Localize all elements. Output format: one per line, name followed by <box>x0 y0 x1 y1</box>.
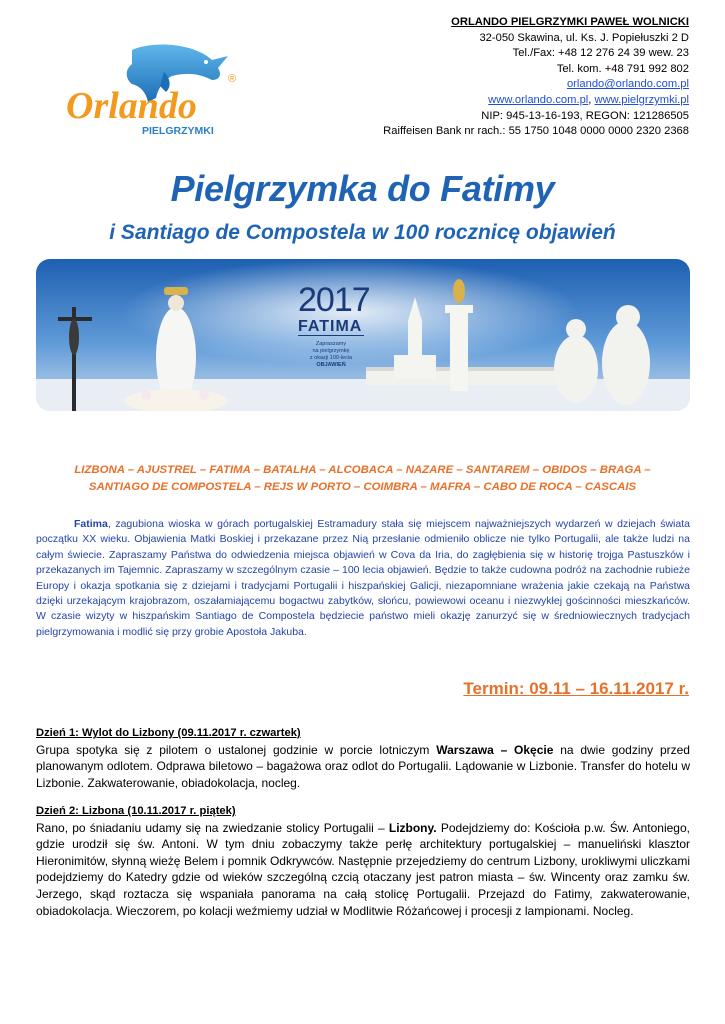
website-link-orlando[interactable]: www.orlando.com.pl <box>488 93 589 106</box>
day-1-heading: Dzień 1: Wylot do Lizbony (09.11.2017 r. czwartek) <box>36 727 301 739</box>
phone: Tel./Fax: +48 12 276 24 39 wew. 23 <box>512 47 689 60</box>
page-subtitle: i Santiago de Compostela w 100 rocznicę objawień <box>109 221 616 244</box>
email-link[interactable]: orlando@orlando.com.pl <box>566 78 689 91</box>
day-2-text: Rano, po śniadaniu udamy się na zwiedzanie stolicy Portugalii – Lizbony. Podejdziemy do: Kościoła p.w. Św. Antoniego, gdzie urodził się św. Antoni. W tym dniu zobaczymy także perłę architektury portugalskiej – manueliński klasztor Hieronimitów, słynną wieżę Belem i pomnik Odkrywców. Następnie przejedziemy do centrum Lizbony, urokliwymi uliczkami podejdziemy do Katedry gdzie od wieków szczególną czcią otaczany jest patron miasta – św. Wincenty oraz zamku św. Jerzego, skąd roztacza się wspaniała panorama na całą stolicę Portugalii. Przejazd do Fatimy, zakwaterowanie, obiadokolacja. Wieczorem, po kolacji weźmiemy udział w Modlitwie Różańcowej i procesji z lampionami. Nocleg. <box>36 820 690 918</box>
logo-tagline: PIELGRZYMKI <box>142 125 214 137</box>
route-line-2: SANTIAGO DE COMPOSTELA – REJS W PORTO – COIMBRA – MAFRA – CABO DE ROCA – CASCAIS <box>88 481 637 493</box>
banner-line-3: z okazji 100-lecia <box>309 355 353 361</box>
banner-line-4: OBJAWIEŃ <box>316 362 346 368</box>
day-1-bold: Warszawa – Okęcie <box>436 742 554 757</box>
intro-lead: Fatima <box>74 518 108 530</box>
banner-year: 2017 <box>298 281 370 319</box>
address: 32-050 Skawina, ul. Ks. J. Popiełuszki 2 D <box>479 31 689 44</box>
banner-line-1: Zapraszamy <box>315 341 347 347</box>
day-2-heading: Dzień 2: Lizbona (10.11.2017 r. piątek) <box>36 805 236 817</box>
orlando-logo <box>60 40 250 140</box>
mobile: Tel. kom. +48 791 992 802 <box>556 62 689 75</box>
day-2-section <box>36 803 690 919</box>
logo-registered: ® <box>228 73 237 85</box>
bank-account: Raiffeisen Bank nr rach.: 55 1750 1048 0000 0000 2320 2368 <box>383 125 689 138</box>
day-1-section <box>36 725 690 791</box>
banner-line-2: na pielgrzymkę <box>312 348 350 354</box>
trip-dates: Termin: 09.11 – 16.11.2017 r. <box>463 679 689 698</box>
day-1-text: Grupa spotyka się z pilotem o ustalonej godzinie w porcie lotniczym Warszawa – Okęcie na dwie godziny przed planowanym odlotem. Odprawa biletowo – bagażowa oraz odlot do Portugalii. Lądowanie w Lizbonie. Transfer do hotelu w Lizbonie. Zakwaterowanie, obiadokolacja, nocleg. <box>36 742 690 790</box>
website-link-pielgrzymki[interactable]: www.pielgrzymki.pl <box>594 93 689 106</box>
day-2-bold: Lizbony. <box>388 820 437 835</box>
nip-regon: NIP: 945-13-16-193, REGON: 121286505 <box>481 109 689 122</box>
route-list <box>40 462 685 496</box>
banner-name: FATIMA <box>298 318 363 335</box>
intro-text: , zagubiona wioska w górach portugalskiej Estramadury stała się miejscem najważniejszych wydarzeń w dziejach świata początku XX wieku. Objawienia Matki Boskiej i przekazane przez Nią przesłanie odmieniło oblicze nie tylko Portugalii, ale także ludzi na całym świecie. Zapraszamy Państwa do odwiedzenia miejsca objawień w Cova da Iria, do zagłębienia się w historię trojga Pastuszków i przekazanych im Tajemnic. Zapraszamy w szczególnym czasie – 100 lecia objawień. Będzie to także cudowna podróż na zachodnie rubieże Europy i okazja spotkania się z dziejami i tradycjami Portugalii i hiszpańskiej Galicji, niezapomniane wrażenia jakie czekają na Państwa dzięki urzekającym krajobrazom, oszałamiającemu bogactwu zabytków, słońcu, powiewowi oceanu i niezwykłej gościnności mieszkańców. W czasie wizyty w hiszpańskim Santiago de Compostela będziecie państwo mieli okazję zanurzyć się w średniowiecznych tradycjach pielgrzymowania i modlić się przy grobie Apostoła Jakuba. <box>36 518 690 638</box>
contact-block <box>329 15 689 140</box>
intro-paragraph <box>36 517 690 640</box>
fatima-banner <box>36 259 690 411</box>
page-title: Pielgrzymka do Fatimy <box>170 168 555 209</box>
company-name: ORLANDO PIELGRZYMKI PAWEŁ WOLNICKI <box>451 16 689 28</box>
website-separator: , <box>588 93 595 106</box>
logo-brand: Orlando <box>66 85 197 127</box>
route-line-1: LIZBONA – AJUSTREL – FATIMA – BATALHA – ALCOBACA – NAZARE – SANTAREM – OBIDOS – BRAGA – <box>74 464 651 476</box>
